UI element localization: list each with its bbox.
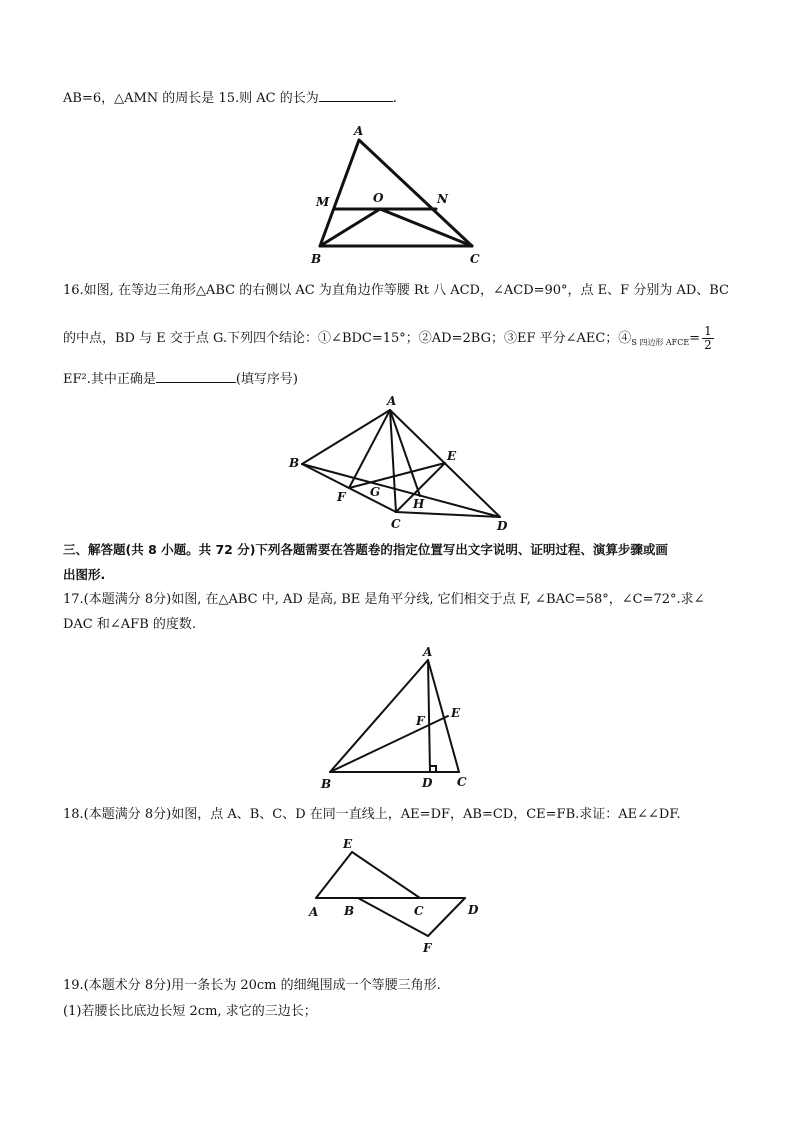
- fig17-label-e: E: [451, 706, 461, 720]
- fig18-label-e: E: [343, 837, 353, 851]
- q19-line1: 19.(本题术分 8分)用一条长为 20cm 的细绳围成一个等腰三角形.: [63, 978, 441, 993]
- figure-17: [310, 640, 490, 795]
- fig16-label-e: E: [447, 449, 457, 463]
- fig16-label-g: G: [370, 485, 381, 499]
- fig15-label-o: O: [373, 191, 384, 205]
- q16-answer-blank: [156, 382, 236, 383]
- q17-line1: 17.(本题满分 8分)如图, 在△ABC 中, AD 是高, BE 是角平分线, 它们相交于点 F, ∠BAC=58°，∠C=72°.求∠: [63, 592, 705, 607]
- fig18-label-d: D: [468, 903, 479, 917]
- fig16-label-d: D: [497, 519, 508, 533]
- fig16-label-f: F: [337, 490, 346, 504]
- q15-answer-blank: [319, 101, 393, 102]
- fig15-label-m: M: [316, 195, 330, 209]
- fig15-label-c: C: [470, 252, 480, 266]
- fig18-label-b: B: [344, 904, 355, 918]
- q16-line2: 的中点，BD 与 E 交于点 G.下列四个结论：①∠BDC=15°；②AD=2BG；③EF 平分∠AEC；$④_{S 四边形 AFCE}=$ $\frac{1}{2}$: [63, 324, 712, 352]
- fig16-label-a: A: [387, 394, 397, 408]
- figure-16: [280, 390, 520, 535]
- fig17-label-d: D: [422, 776, 433, 790]
- fig18-label-a: A: [309, 905, 319, 919]
- figure-18: [300, 830, 500, 955]
- fig15-label-n: N: [437, 192, 448, 206]
- fig16-label-b: B: [289, 456, 300, 470]
- q16-line1: 16.如图, 在等边三角形△ABC 的右侧以 AC 为直角边作等腰 Rt 八 ACD，∠ACD=90°，点 E、F 分别为 AD、BC: [63, 283, 730, 298]
- q16-area-subscript: S 四边形 AFCE: [631, 338, 690, 347]
- fig16-label-c: C: [391, 517, 401, 531]
- fig15-label-a: A: [354, 124, 364, 138]
- q16-fraction: $\frac{1}{2}$: [704, 324, 712, 352]
- fig17-label-c: C: [457, 775, 467, 789]
- section-3-heading-cont: 出图形.: [63, 567, 106, 582]
- figure-15: [300, 120, 500, 270]
- fig17-label-a: A: [423, 645, 433, 659]
- q17-line2: DAC 和∠AFB 的度数.: [63, 617, 197, 632]
- q18-line1: 18.(本题满分 8分)如图，点 A、B、C、D 在同一直线上，AE=DF，AB=CD，CE=FB.求证：AE∠∠DF.: [63, 807, 681, 822]
- fig17-label-f: F: [416, 714, 425, 728]
- fig18-label-f: F: [423, 941, 432, 955]
- q15-text: AB=6，△AMN 的周长是 15.则 AC 的长为 .: [63, 91, 397, 106]
- fig16-label-h: H: [413, 497, 425, 511]
- fig17-label-b: B: [321, 777, 332, 791]
- section-3-heading: 三、解答题(共 8 小题。共 72 分)下列各题需要在答题卷的指定位置写出文字说明、证明过程、演算步骤或画: [63, 542, 668, 557]
- fig15-label-b: B: [311, 252, 322, 266]
- fig18-label-c: C: [414, 904, 424, 918]
- q19-line2: (1)若腰长比底边长短 2cm, 求它的三边长；: [63, 1004, 317, 1019]
- q15-statement: AB=6，△AMN 的周长是 15.则 AC 的长为: [63, 91, 319, 106]
- q16-line3: EF².其中正确是 (填写序号): [63, 372, 299, 387]
